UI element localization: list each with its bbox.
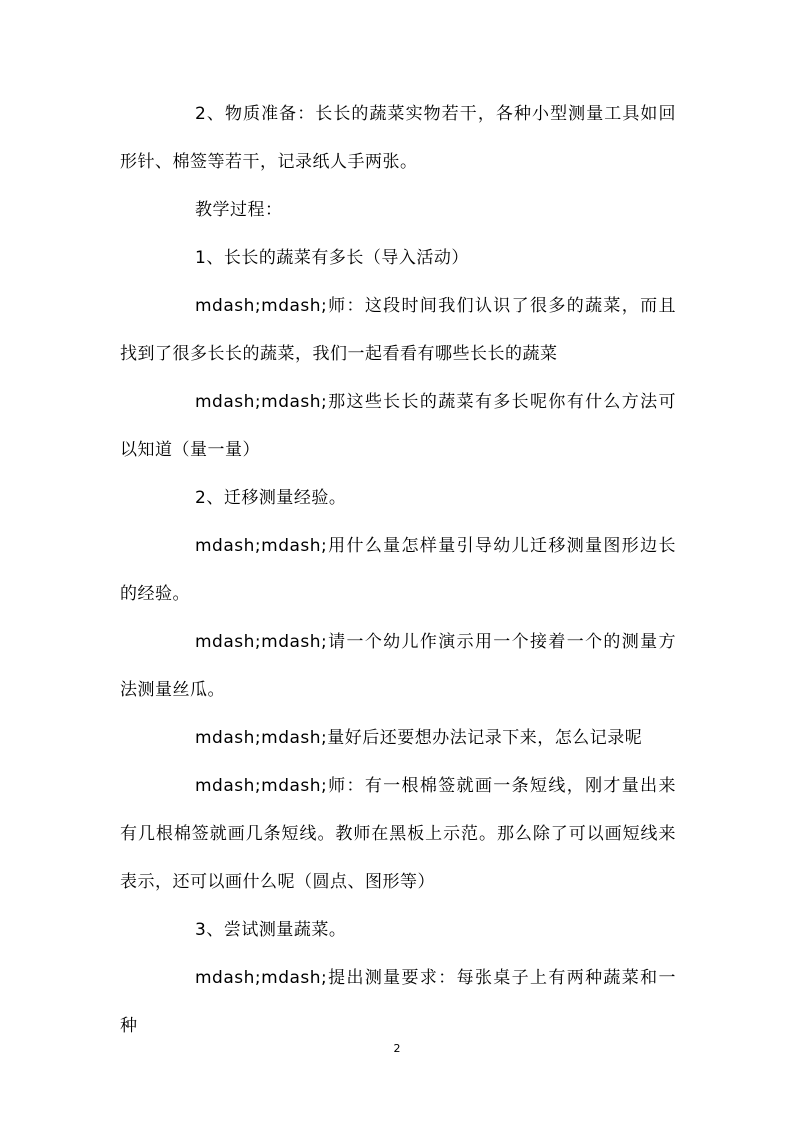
paragraph-step-2: 2、迁移测量经验。 (195, 488, 347, 508)
paragraph-demo: mdash;mdash;请一个幼儿作演示用一个接着一个的测量方法测量丝瓜。 (120, 632, 676, 700)
paragraph-record: mdash;mdash;量好后还要想办法记录下来，怎么记录呢 (195, 728, 643, 748)
paragraph-teacher-intro: mdash;mdash;师：这段时间我们认识了很多的蔬菜，而且找到了很多长长的蔬菜，我们一起看看有哪些长长的蔬菜 (120, 296, 676, 364)
paragraph-step-1: 1、长长的蔬菜有多长（导入活动） (195, 248, 469, 268)
paragraph-teacher-example: mdash;mdash;师：有一根棉签就画一条短线，刚才量出来有几根棉签就画几条短线。教师在黑板上示范。那么除了可以画短线来表示，还可以画什么呢（圆点、图形等） (120, 776, 676, 892)
paragraph-process-heading: 教学过程： (195, 200, 283, 220)
paragraph-how-long: mdash;mdash;那这些长长的蔬菜有多长呢你有什么方法可以知道（量一量） (120, 392, 676, 460)
page-number: 2 (393, 1042, 401, 1055)
document-body (120, 90, 676, 1050)
paragraph-requirements: mdash;mdash;提出测量要求：每张桌子上有两种蔬菜和一种 (120, 968, 676, 1036)
paragraph-transfer: mdash;mdash;用什么量怎样量引导幼儿迁移测量图形边长的经验。 (120, 536, 676, 604)
paragraph-step-3: 3、尝试测量蔬菜。 (195, 920, 347, 940)
paragraph-materials: 2、物质准备：长长的蔬菜实物若干，各种小型测量工具如回形针、棉签等若干，记录纸人手两张。 (120, 104, 676, 172)
